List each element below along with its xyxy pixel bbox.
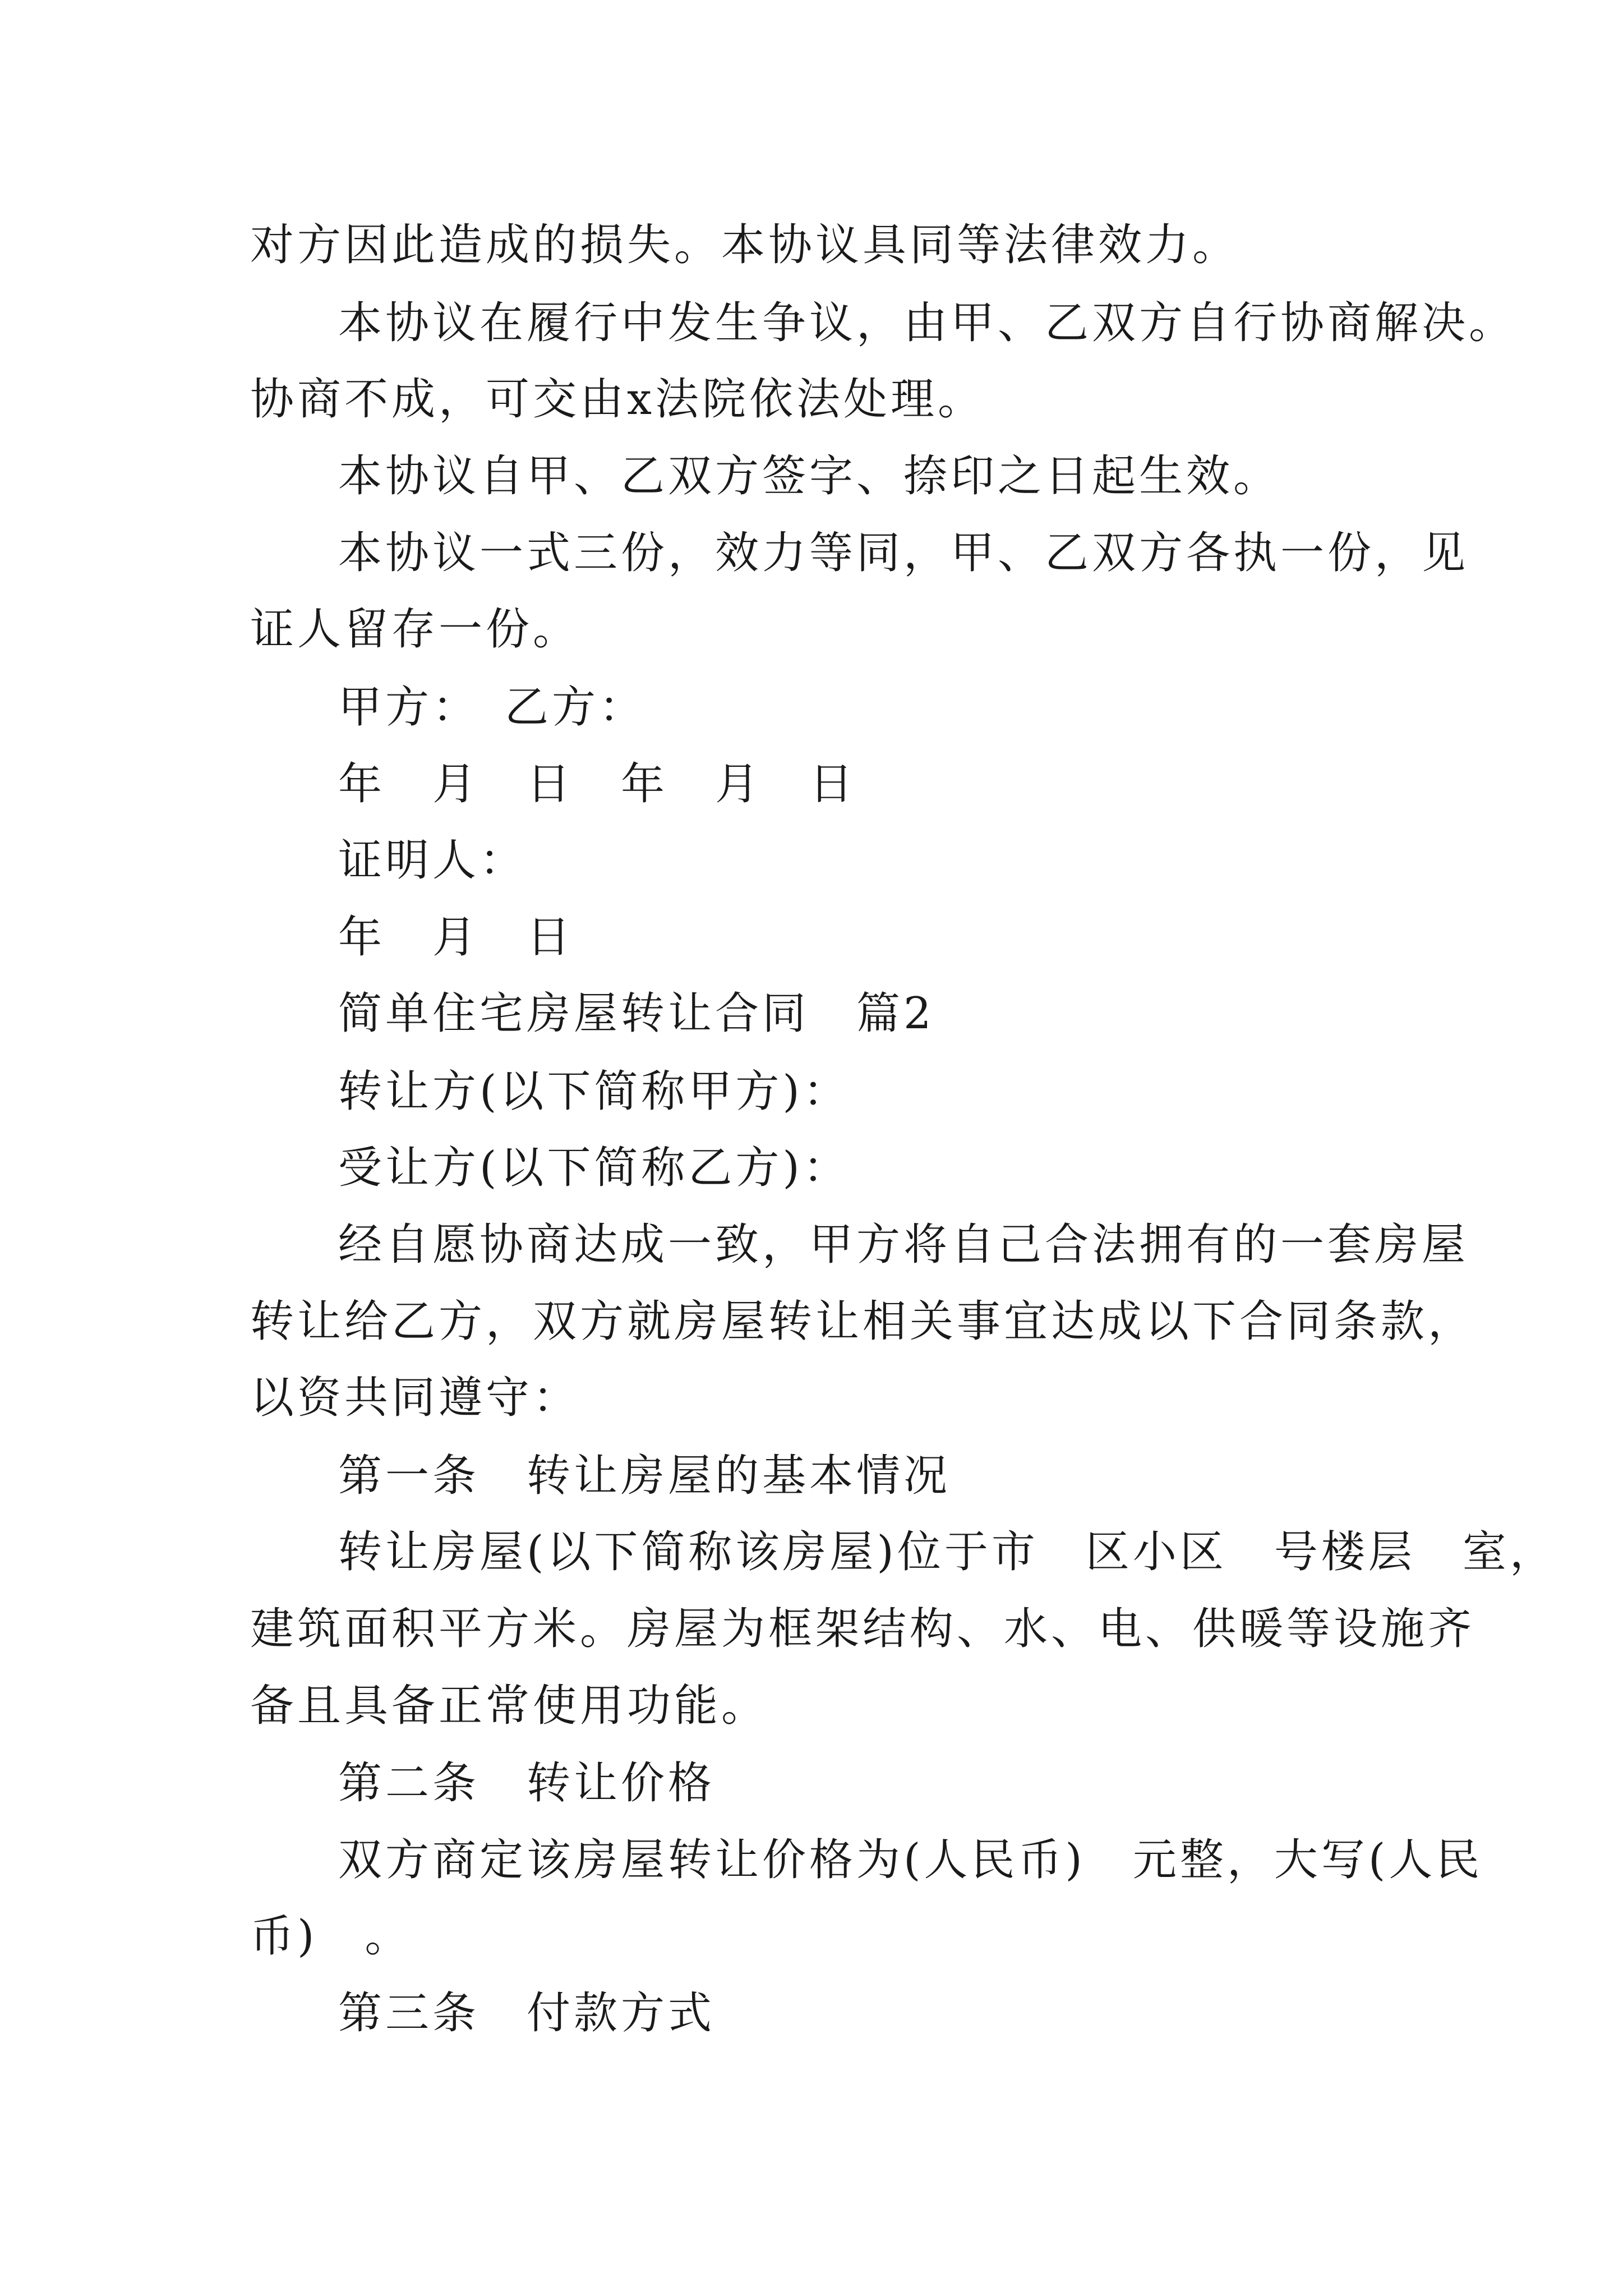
text-line: 证人留存一份。	[250, 604, 580, 655]
text-line: 双方商定该房屋转让价格为(人民币) 元整，大写(人民	[338, 1835, 1483, 1885]
text-line: 证明人：	[338, 835, 527, 886]
text-line: 协商不成，可交由x法院依法处理。	[250, 374, 985, 425]
text-line: 转让方(以下简称甲方)：	[338, 1066, 850, 1117]
clause-heading: 第三条 付款方式	[338, 1988, 716, 2039]
text-line: 受让方(以下简称乙方)：	[338, 1143, 850, 1193]
text-line: 建筑面积平方米。房屋为框架结构、水、电、供暖等设施齐	[250, 1604, 1476, 1654]
text-line: 经自愿协商达成一致，甲方将自己合法拥有的一套房屋	[338, 1220, 1469, 1270]
text-line: 本协议一式三份，效力等同，甲、乙双方各执一份，见	[338, 528, 1469, 578]
text-line: 对方因此造成的损失。本协议具同等法律效力。	[250, 220, 1240, 270]
text-line: 转让给乙方，双方就房屋转让相关事宜达成以下合同条款，	[250, 1296, 1476, 1347]
text-line: 本协议自甲、乙双方签字、捺印之日起生效。	[338, 451, 1281, 501]
section-heading: 简单住宅房屋转让合同 篇2	[338, 988, 935, 1039]
text-line: 甲方： 乙方：	[338, 682, 647, 733]
text-line: 年 月 日 年 月 日	[338, 759, 857, 809]
text-line: 转让房屋(以下简称该房屋)位于市 区小区 号楼层 室，	[338, 1527, 1557, 1577]
clause-heading: 第二条 转让价格	[338, 1758, 716, 1809]
text-line: 币) 。	[250, 1911, 412, 1962]
text-line: 本协议在履行中发生争议，由甲、乙双方自行协商解决。	[338, 298, 1516, 348]
text-line: 以资共同遵守：	[250, 1373, 580, 1423]
text-line: 年 月 日	[338, 912, 574, 963]
text-line: 备且具备正常使用功能。	[250, 1681, 769, 1731]
clause-heading: 第一条 转让房屋的基本情况	[338, 1451, 951, 1501]
